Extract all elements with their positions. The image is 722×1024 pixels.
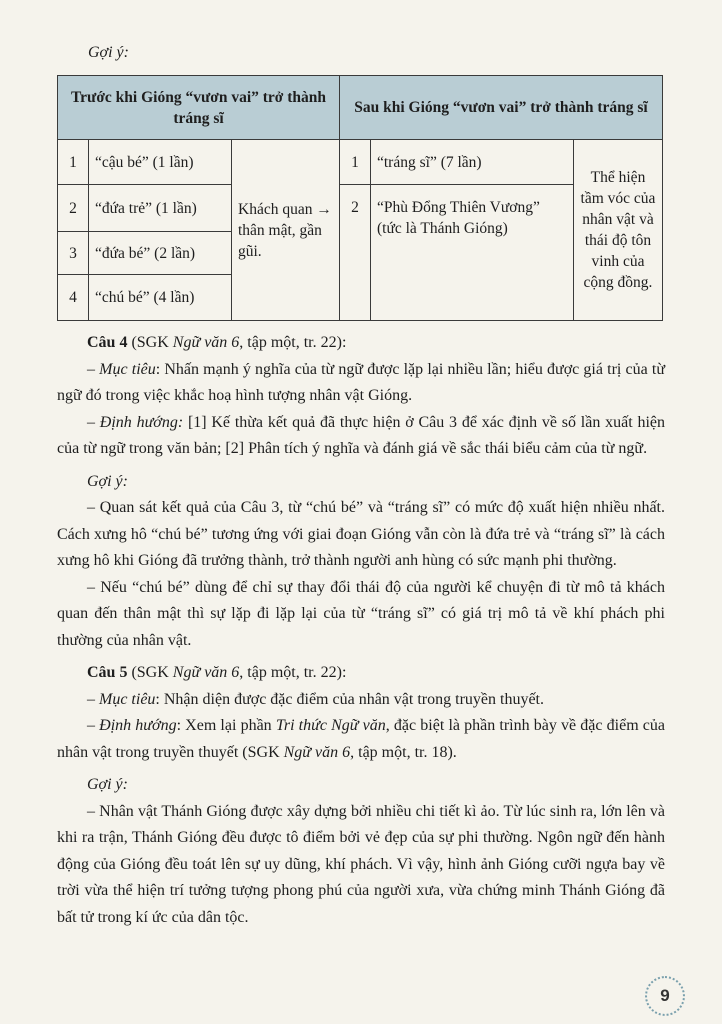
cau4-para1: – Quan sát kết quả của Câu 3, từ “chú bé” và “tráng sĩ” có mức độ xuất hiện nhiều nhất. Cách xưng hô “chú bé” tương ứng với giai đoạn Gióng vẫn còn là đứa trẻ và “tráng sĩ” là cách xưng hô khi Gióng đã trưởng thành, trở thành người anh hùng có sức mạnh phi thường.: [57, 499, 665, 569]
cau5-dinh-huong: – Định hướng: Xem lại phần Tri thức Ngữ văn, đặc biệt là phần trình bày về đặc điểm của nhân vật trong truyền thuyết (SGK Ngữ văn 6, tập một, tr. 18).: [57, 717, 665, 761]
after-num: 1: [340, 140, 371, 185]
main-text: [57, 330, 665, 931]
cau4-para2: – Nếu “chú bé” dùng để chỉ sự thay đổi thái độ của người kể chuyện đi từ mô tả khách quan đến thân mật thì sự lặp đi lặp lại của từ “tráng sĩ” có giá trị mô tả về khí phách phi thường của nhân vật.: [57, 578, 665, 649]
table-header-row: [58, 76, 663, 140]
header-after: Sau khi Gióng “vươn vai” trở thành tráng sĩ: [340, 76, 663, 140]
after-num: 2: [340, 185, 371, 321]
table-row: [58, 185, 663, 232]
cau5-para1: – Nhân vật Thánh Gióng được xây dựng bởi nhiều chi tiết kì ảo. Từ lúc sinh ra, lớn lên và khi ra trận, Thánh Gióng đều được tô điểm bởi vẻ đẹp của sự phi thường. Ngôn ngữ đến hành động của Gióng đều toát lên sự uy dũng, khí phách. Vì vậy, hình ảnh Gióng cưỡi ngựa bay về trời vừa thể hiện trí tưởng tượng phong phú của người xưa, vừa chứng minh Thánh Gióng đã bất tử trong kí ức của dân tộc.: [57, 802, 665, 926]
cau4-title: Câu 4 (SGK Ngữ văn 6, tập một, tr. 22):: [87, 334, 347, 351]
before-term: “đứa trẻ” (1 lần): [89, 185, 232, 232]
top-hint-label: Gợi ý:: [88, 44, 129, 61]
before-term: “cậu bé” (1 lần): [89, 140, 232, 185]
cau5-title: Câu 5 (SGK Ngữ văn 6, tập một, tr. 22):: [87, 664, 347, 681]
cau5-muc-tieu: – Mục tiêu: Nhận diện được đặc điểm của nhân vật trong truyền thuyết.: [87, 690, 544, 708]
before-num: 2: [58, 185, 89, 232]
table-row: [58, 140, 663, 185]
after-meaning: Thể hiện tầm vóc của nhân vật và thái độ tôn vinh của cộng đồng.: [574, 140, 663, 321]
before-num: 3: [58, 232, 89, 275]
cau4-dinh-huong: – Định hướng: [1] Kế thừa kết quả đã thực hiện ở Câu 3 để xác định về số lần xuất hiện của từ ngữ trong văn bản; [2] Phân tích ý nghĩa và đánh giá về sắc thái biểu cảm của từ ngữ.: [57, 413, 665, 457]
before-num: 1: [58, 140, 89, 185]
header-before: Trước khi Gióng “vươn vai” trở thành tráng sĩ: [58, 76, 340, 140]
before-num: 4: [58, 275, 89, 321]
after-term: “Phù Đổng Thiên Vương” (tức là Thánh Gióng): [371, 185, 574, 321]
cau4-goi-y: Gợi ý:: [87, 472, 128, 490]
after-term: “tráng sĩ” (7 lần): [371, 140, 574, 185]
before-meaning: Khách quan → thân mật, gần gũi.: [232, 140, 340, 321]
before-term: “đứa bé” (2 lần): [89, 232, 232, 275]
page-number-badge: 9: [645, 976, 685, 1016]
before-term: “chú bé” (4 lần): [89, 275, 232, 321]
cau4-muc-tieu: – Mục tiêu: Nhấn mạnh ý nghĩa của từ ngữ được lặp lại nhiều lần; hiểu được giá trị của từ ngữ đó trong việc khắc hoạ hình tượng nhân vật Gióng.: [57, 360, 665, 404]
cau5-goi-y: Gợi ý:: [87, 776, 128, 793]
comparison-table: [57, 75, 663, 321]
